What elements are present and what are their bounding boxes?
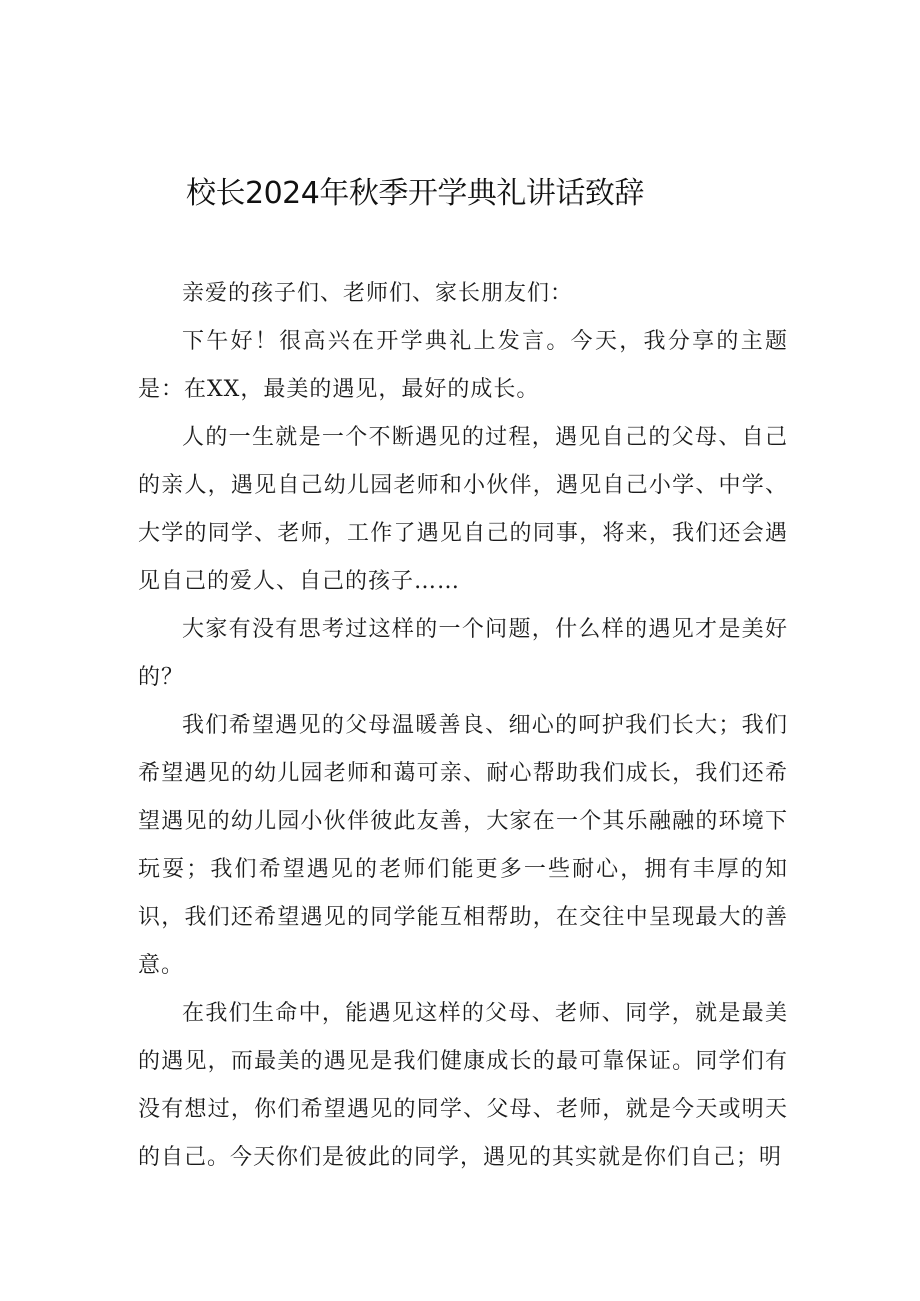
paragraph-opening: 下午好！很高兴在开学典礼上发言。今天，我分享的主题是：在XX，最美的遇见，最好的成长。 [138,329,788,402]
paragraph-hopes: 我们希望遇见的父母温暖善良、细心的呵护我们长大；我们希望遇见的幼儿园老师和蔼可亲、耐心帮助我们成长，我们还希望遇见的幼儿园小伙伴彼此友善，大家在一个其乐融融的环境下玩耍；我们希望遇见的老师们能更多一些耐心，拥有丰厚的知识，我们还希望遇见的同学能互相帮助，在交往中呈现最大的善意。 [138,713,788,978]
document-body [138,270,788,1182]
paragraph-life-encounters: 人的一生就是一个不断遇见的过程，遇见自己的父母、自己的亲人，遇见自己幼儿园老师和小伙伴，遇见自己小学、中学、大学的同学、老师，工作了遇见自己的同事，将来，我们还会遇见自己的爱人、自己的孩子…… [138,425,788,594]
paragraph-best-encounter: 在我们生命中，能遇见这样的父母、老师、同学，就是最美的遇见，而最美的遇见是我们健康成长的最可靠保证。同学们有没有想过，你们希望遇见的同学、父母、老师，就是今天或明天的自己。今天你们是彼此的同学，遇见的其实就是你们自己；明 [138,1001,788,1170]
document-title: 校长2024年秋季开学典礼讲话致辞 [186,176,644,211]
paragraph-greeting: 亲爱的孩子们、老师们、家长朋友们： [182,281,574,306]
paragraph-question: 大家有没有思考过这样的一个问题，什么样的遇见才是美好的？ [138,617,788,690]
